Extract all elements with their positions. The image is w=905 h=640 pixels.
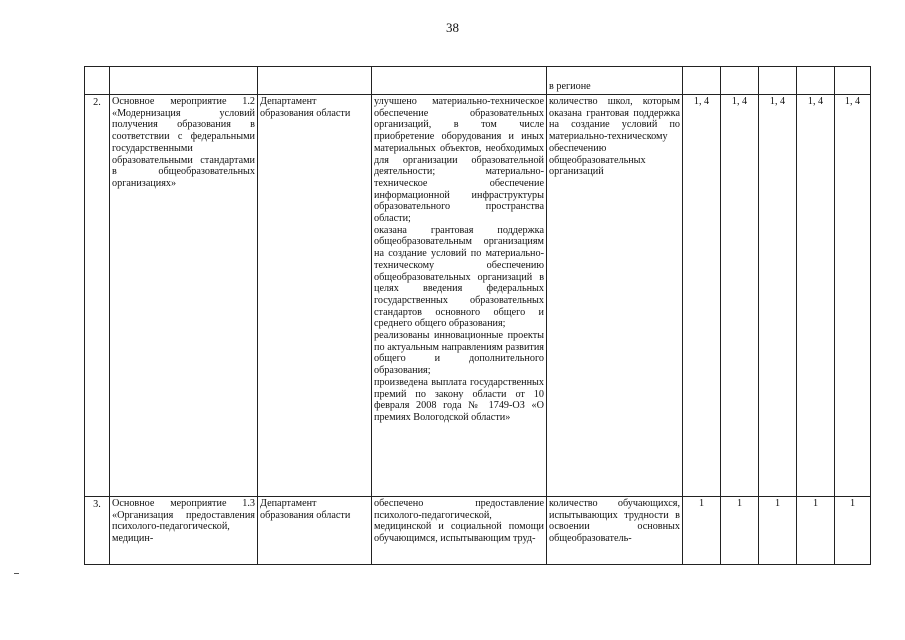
executor-cell: Департамент образования области xyxy=(258,497,372,565)
value-cell: 1, 4 xyxy=(759,95,797,497)
value-cell: 1, 4 xyxy=(721,95,759,497)
row-number: 2. xyxy=(85,95,110,497)
indicator-cell: в регионе xyxy=(547,67,683,95)
indicator-cell: количество школ, которым оказана грантовая поддержка на создание условий по материально-техническому обеспечению общеобразовательных организаций xyxy=(547,95,683,497)
value-cell xyxy=(759,67,797,95)
indicator-cell: количество обучающихся, испытывающих трудности в освоении основных общеобразователь- xyxy=(547,497,683,565)
result-paragraph: обеспечено предоставление психолого-педагогической, медицинской и социальной помощи обучающимся, испытывающим труд- xyxy=(374,498,544,545)
executor-cell xyxy=(258,67,372,95)
results-cell xyxy=(372,497,547,565)
value-cell: 1 xyxy=(797,497,835,565)
table-row xyxy=(85,67,871,95)
result-paragraph: оказана грантовая поддержка общеобразовательным организациям на создание условий по материально-техническому обеспечению общеобразовательных организаций в целях введения федеральных государственных образовательных стандартов основного общего и среднего общего образования; xyxy=(374,224,544,330)
value-cell: 1, 4 xyxy=(797,95,835,497)
value-cell: 1 xyxy=(721,497,759,565)
value-cell xyxy=(797,67,835,95)
value-cell: 1 xyxy=(759,497,797,565)
value-cell xyxy=(683,67,721,95)
executor-cell: Департамент образования области xyxy=(258,95,372,497)
value-cell: 1, 4 xyxy=(835,95,871,497)
page-number: 38 xyxy=(446,20,459,35)
event-cell: Основное мероприятие 1.3 «Организация предоставления психолого-педагогической, медицин- xyxy=(110,497,258,565)
result-paragraph: улучшено материально-техническое обеспечение образовательных организаций, в том числе приобретение оборудования и иных материальных объектов, необходимых для организации образовательной деятельности; материально-техническое обеспечение информационной инфраструктуры образовательного пространства области; xyxy=(374,96,544,225)
results-cell xyxy=(372,67,547,95)
event-cell xyxy=(110,67,258,95)
table-row xyxy=(85,95,871,497)
result-paragraph: произведена выплата государственных премий по закону области от 10 февраля 2008 года № 1749-ОЗ «О премиях Вологодской области» xyxy=(374,376,544,423)
result-paragraph: реализованы инновационные проекты по актуальным направлениям развития общего и дополнительного образования; xyxy=(374,330,544,377)
row-number xyxy=(85,67,110,95)
value-cell xyxy=(721,67,759,95)
value-cell xyxy=(835,67,871,95)
row-number: 3. xyxy=(85,497,110,565)
value-cell: 1 xyxy=(835,497,871,565)
measures-table xyxy=(84,66,871,565)
value-cell: 1, 4 xyxy=(683,95,721,497)
results-cell xyxy=(372,95,547,497)
scan-edge-mark xyxy=(14,573,19,574)
value-cell: 1 xyxy=(683,497,721,565)
event-cell: Основное мероприятие 1.2 «Модернизация условий получения образования в соответствии с федеральными государственными образовательными стандартами в общеобразовательных организациях» xyxy=(110,95,258,497)
table-row xyxy=(85,497,871,565)
